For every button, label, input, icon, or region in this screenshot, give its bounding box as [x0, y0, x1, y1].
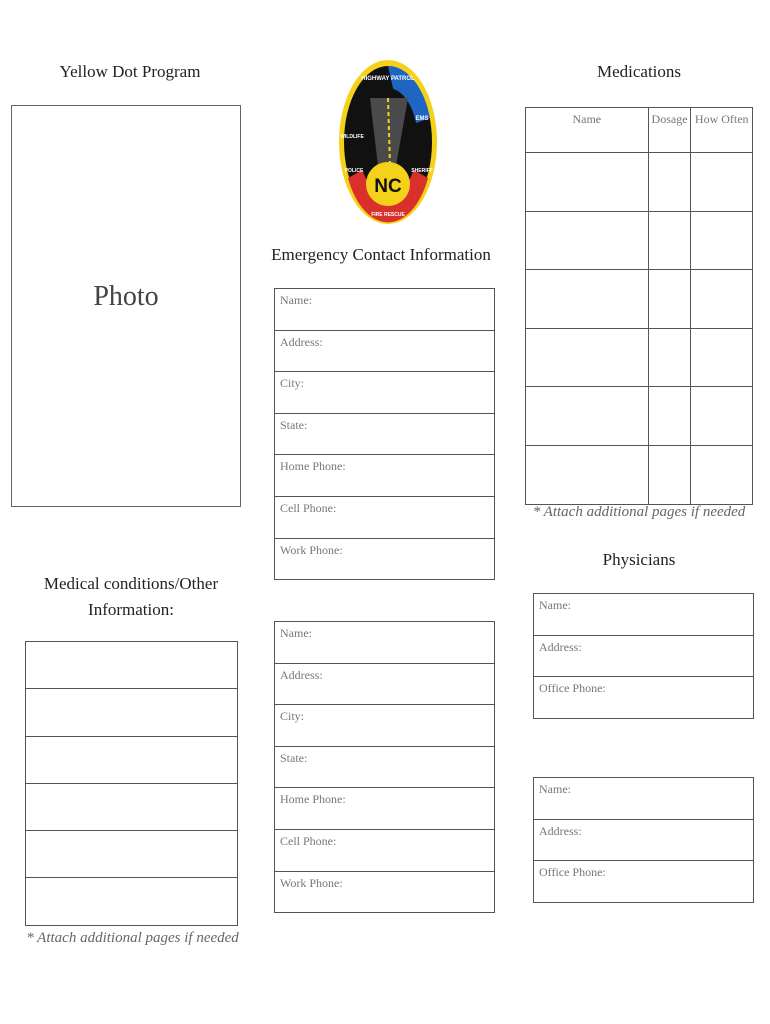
- medical-line[interactable]: [26, 689, 237, 736]
- med-dosage-cell[interactable]: [648, 445, 691, 504]
- medications-attach-note: * Attach additional pages if needed: [532, 504, 746, 520]
- physician1-address-field[interactable]: Address:: [534, 636, 753, 678]
- photo-label: Photo: [93, 281, 159, 312]
- medication-row: [526, 153, 753, 212]
- contact1-home-phone-field[interactable]: Home Phone:: [275, 455, 494, 497]
- logo-ems-text: EMS: [415, 116, 429, 122]
- contact1-address-field[interactable]: Address:: [275, 331, 494, 373]
- medical-conditions-box[interactable]: [25, 641, 238, 926]
- physician-1: [533, 593, 754, 719]
- contact1-work-phone-field[interactable]: Work Phone:: [280, 542, 343, 557]
- emergency-contact-2: [274, 621, 495, 913]
- med-name-cell[interactable]: [526, 328, 649, 387]
- yellow-dot-title: Yellow Dot Program: [59, 62, 201, 81]
- physician2-address-field[interactable]: Address:: [534, 820, 753, 862]
- med-name-cell[interactable]: [526, 153, 649, 212]
- med-dosage-cell[interactable]: [648, 153, 691, 212]
- medications-title: Medications: [596, 62, 682, 81]
- medical-line[interactable]: [26, 878, 237, 925]
- contact2-city-field[interactable]: City:: [275, 705, 494, 747]
- medication-row: [526, 270, 753, 329]
- med-how-often-cell[interactable]: [691, 445, 753, 504]
- yellow-dot-logo: [338, 58, 438, 226]
- medications-table: [525, 107, 753, 505]
- medical-line[interactable]: [26, 737, 237, 784]
- contact2-state-field[interactable]: State:: [275, 747, 494, 789]
- contact1-name-field[interactable]: Name:: [275, 289, 494, 331]
- contact1-city-field[interactable]: City:: [275, 372, 494, 414]
- medical-line[interactable]: [26, 784, 237, 831]
- medical-conditions-title-line1: Medical conditions/Other: [43, 574, 219, 593]
- medication-row: [526, 387, 753, 446]
- medical-line[interactable]: [26, 642, 237, 689]
- contact2-address-field[interactable]: Address:: [275, 664, 494, 706]
- contact2-home-phone-field[interactable]: Home Phone:: [275, 788, 494, 830]
- med-dosage-cell[interactable]: [648, 270, 691, 329]
- med-dosage-cell[interactable]: [648, 387, 691, 446]
- nc-yellow-dot-emblem-icon: [338, 58, 438, 226]
- physician2-name-field[interactable]: Name:: [534, 778, 753, 820]
- logo-highway-patrol-text: HIGHWAY PATROL: [361, 76, 415, 82]
- photo-box[interactable]: [11, 105, 241, 507]
- medical-conditions-title-line2: Information:: [88, 600, 174, 619]
- contact2-cell-phone-field[interactable]: Cell Phone:: [275, 830, 494, 872]
- med-name-cell[interactable]: [526, 387, 649, 446]
- logo-sheriff-text: SHERIFF: [411, 168, 433, 174]
- med-how-often-cell[interactable]: [691, 328, 753, 387]
- medication-row: [526, 328, 753, 387]
- med-how-often-cell[interactable]: [691, 211, 753, 270]
- med-how-often-cell[interactable]: [691, 270, 753, 329]
- emergency-contact-title: Emergency Contact Information: [271, 245, 491, 264]
- contact1-state-field[interactable]: State:: [275, 414, 494, 456]
- medical-conditions-title: [10, 571, 252, 623]
- physician1-name-field[interactable]: Name:: [534, 594, 753, 636]
- physician-2: [533, 777, 754, 903]
- medication-row: [526, 445, 753, 504]
- physician2-office-phone-field[interactable]: Office Phone:: [539, 865, 606, 880]
- medical-line[interactable]: [26, 831, 237, 878]
- contact1-cell-phone-field[interactable]: Cell Phone:: [275, 497, 494, 539]
- logo-nc-text: NC: [374, 176, 402, 197]
- med-name-cell[interactable]: [526, 211, 649, 270]
- med-dosage-cell[interactable]: [648, 328, 691, 387]
- logo-wildlife-text: WILDLIFE: [340, 134, 364, 140]
- physician1-office-phone-field[interactable]: Office Phone:: [539, 681, 606, 696]
- med-col-dosage: Dosage: [648, 108, 691, 153]
- physicians-title: Physicians: [602, 550, 676, 569]
- medications-header-row: [526, 108, 753, 153]
- med-how-often-cell[interactable]: [691, 387, 753, 446]
- med-name-cell[interactable]: [526, 270, 649, 329]
- contact2-name-field[interactable]: Name:: [275, 622, 494, 664]
- med-col-how-often: How Often: [691, 108, 753, 153]
- medication-row: [526, 211, 753, 270]
- med-name-cell[interactable]: [526, 445, 649, 504]
- logo-police-text: POLICE: [344, 168, 364, 174]
- med-col-name: Name: [526, 108, 649, 153]
- emergency-contact-1: [274, 288, 495, 580]
- med-dosage-cell[interactable]: [648, 211, 691, 270]
- med-how-often-cell[interactable]: [691, 153, 753, 212]
- medical-attach-note: * Attach additional pages if needed: [26, 930, 239, 946]
- contact2-work-phone-field[interactable]: Work Phone:: [280, 875, 343, 890]
- logo-fire-rescue-text: FIRE RESCUE: [371, 212, 405, 218]
